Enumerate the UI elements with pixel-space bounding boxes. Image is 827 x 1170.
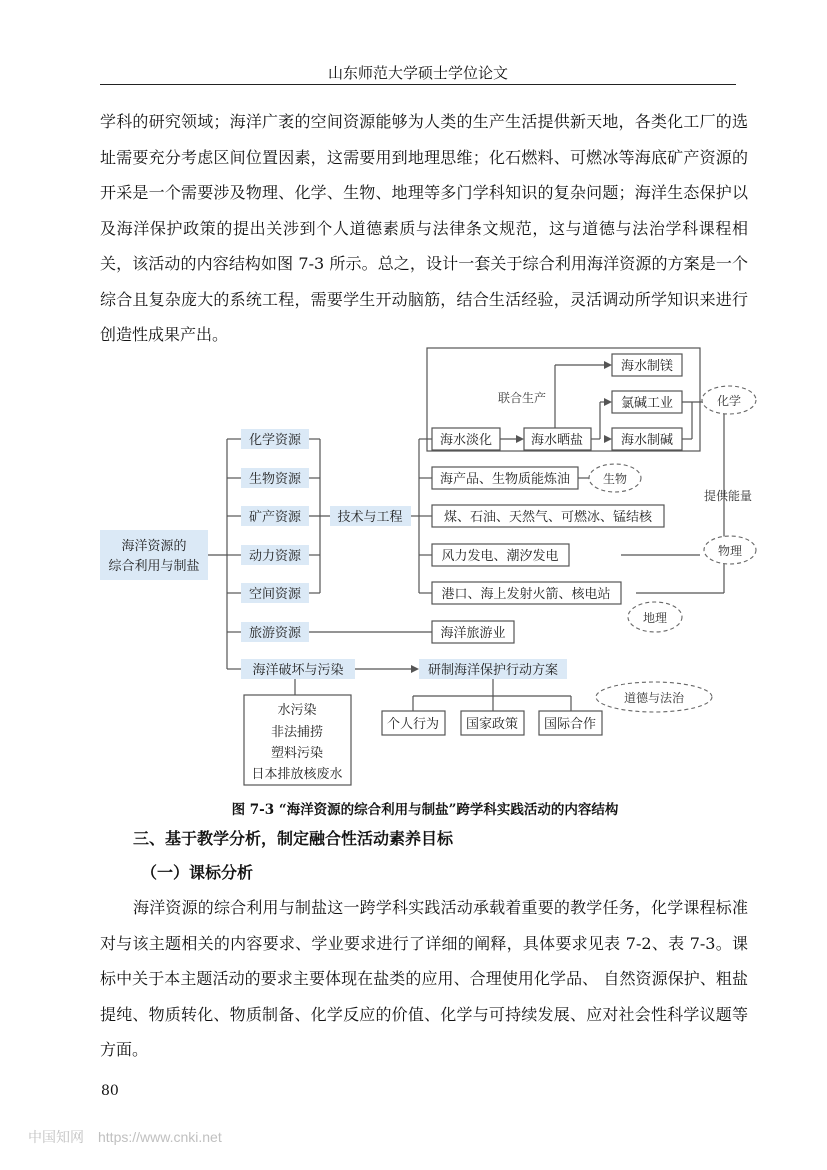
discipline-geography xyxy=(628,602,682,632)
resource-node xyxy=(241,545,309,565)
body-paragraph-1: 学科的研究领域；海洋广袤的空间资源能够为人类的生产生活提供新天地，各类化工厂的选址需要充分考虑区间位置因素，这需要用到地理思维；化石燃料、可燃冰等海底矿产资源的开采是一个需要涉及物理、化学、生物、地理等多门学科知识的复杂问题；海洋生态保护以及海洋保护政策的提出关涉到个人道德素质与法律条文规范，这与道德与法治学科课程相关，该活动的内容结构如图 7-3 所示。总之，设计一套关于综合利用海洋资源的方案是一个综合且复杂庞大的系统工程，需要学生开动脑筋，结合生活经验，灵活调动所学知识来进行创造性成果产出。 xyxy=(100,112,748,344)
discipline-chemistry xyxy=(702,386,756,414)
svg-text:海产品、生物质能炼油: 海产品、生物质能炼油 xyxy=(439,472,571,487)
svg-text:海水晒盐: 海水晒盐 xyxy=(530,433,584,448)
svg-text:生物资源: 生物资源 xyxy=(248,472,302,487)
subsection-heading: （一）课标分析 xyxy=(141,863,254,882)
svg-text:物理: 物理 xyxy=(717,544,743,558)
body-paragraph-2: 海洋资源的综合利用与制盐这一跨学科实践活动承载着重要的教学任务，化学课程标准对与该主题相关的内容要求、学业要求进行了详细的阐释，具体要求见表 7-2、表 7-3。课标中关于本主题活动的要求主要体现在盐类的应用、合理使用化学品、 自然资源保护、粗盐提纯、物质转化、物质制备、化学反应的价值、化学与可持续发展、应对社会性科学议题等方面。 xyxy=(100,898,748,1059)
svg-text:国家政策: 国家政策 xyxy=(465,717,519,732)
footer-url[interactable]: https://www.cnki.net xyxy=(98,1129,222,1145)
page-header: 山东师范大学硕士学位论文 xyxy=(327,64,508,82)
svg-text:个人行为: 个人行为 xyxy=(386,717,440,732)
salt-drying-node xyxy=(524,428,591,450)
watermark-footer xyxy=(28,1127,222,1147)
svg-text:综合利用与制盐: 综合利用与制盐 xyxy=(108,559,200,574)
discipline-physics xyxy=(704,536,756,564)
tourism-node xyxy=(432,621,514,643)
svg-text:煤、石油、天然气、可燃冰、锰结核: 煤、石油、天然气、可燃冰、锰结核 xyxy=(443,510,653,525)
svg-text:港口、海上发射火箭、核电站: 港口、海上发射火箭、核电站 xyxy=(441,587,611,602)
resource-node xyxy=(241,583,309,603)
root-node xyxy=(100,530,208,580)
pollution-item: 水污染 xyxy=(277,703,317,718)
application-node xyxy=(432,505,664,527)
discipline-biology xyxy=(589,464,641,492)
soda-node xyxy=(612,428,682,450)
svg-text:海水淡化: 海水淡化 xyxy=(439,433,493,448)
svg-text:化学资源: 化学资源 xyxy=(248,433,302,448)
svg-text:地理: 地理 xyxy=(642,611,668,625)
svg-text:海水制碱: 海水制碱 xyxy=(620,433,674,448)
magnesium-node xyxy=(612,354,682,376)
action-node xyxy=(382,711,445,735)
svg-text:化学: 化学 xyxy=(716,394,742,408)
figure-caption: 图 7-3 “海洋资源的综合利用与制盐”跨学科实践活动的内容结构 xyxy=(231,802,619,818)
pollution-item: 塑料污染 xyxy=(270,746,324,761)
energy-label: 提供能量 xyxy=(704,489,753,503)
application-node xyxy=(432,467,578,489)
svg-text:生物: 生物 xyxy=(602,472,628,486)
protection-plan-node xyxy=(419,659,567,679)
svg-text:氯碱工业: 氯碱工业 xyxy=(620,396,674,411)
resource-node xyxy=(241,468,309,488)
footer-brand: 中国知网 xyxy=(28,1129,84,1145)
svg-text:旅游资源: 旅游资源 xyxy=(248,626,302,641)
action-node xyxy=(539,711,602,735)
resource-node xyxy=(241,622,309,642)
application-node xyxy=(432,544,569,566)
section-heading: 三、基于教学分析，制定融合性活动素养目标 xyxy=(133,829,454,848)
pollution-item: 非法捕捞 xyxy=(270,725,324,740)
svg-text:海洋破坏与污染: 海洋破坏与污染 xyxy=(252,663,344,678)
svg-text:矿产资源: 矿产资源 xyxy=(248,510,302,525)
svg-text:研制海洋保护行动方案: 研制海洋保护行动方案 xyxy=(427,663,559,678)
tech-engineering-node xyxy=(330,506,411,526)
svg-text:动力资源: 动力资源 xyxy=(248,549,302,564)
action-node xyxy=(461,711,524,735)
pollution-item: 日本排放核废水 xyxy=(251,767,343,782)
svg-text:海洋资源的: 海洋资源的 xyxy=(121,539,187,554)
svg-text:海水制镁: 海水制镁 xyxy=(620,359,674,374)
svg-text:空间资源: 空间资源 xyxy=(248,587,302,602)
chlor-alkali-node xyxy=(612,391,682,413)
resource-node xyxy=(241,506,309,526)
svg-text:技术与工程: 技术与工程 xyxy=(337,510,403,525)
joint-production-label: 联合生产 xyxy=(498,391,547,405)
svg-text:道德与法治: 道德与法治 xyxy=(623,691,685,705)
discipline-moral-law xyxy=(596,682,712,712)
svg-text:海洋旅游业: 海洋旅游业 xyxy=(440,626,506,641)
resource-node xyxy=(241,429,309,449)
svg-text:国际合作: 国际合作 xyxy=(543,717,597,732)
application-node xyxy=(432,582,621,604)
svg-text:风力发电、潮汐发电: 风力发电、潮汐发电 xyxy=(441,549,559,564)
page-number: 80 xyxy=(101,1083,119,1099)
desalination-node xyxy=(432,428,500,450)
resource-node xyxy=(241,659,355,679)
